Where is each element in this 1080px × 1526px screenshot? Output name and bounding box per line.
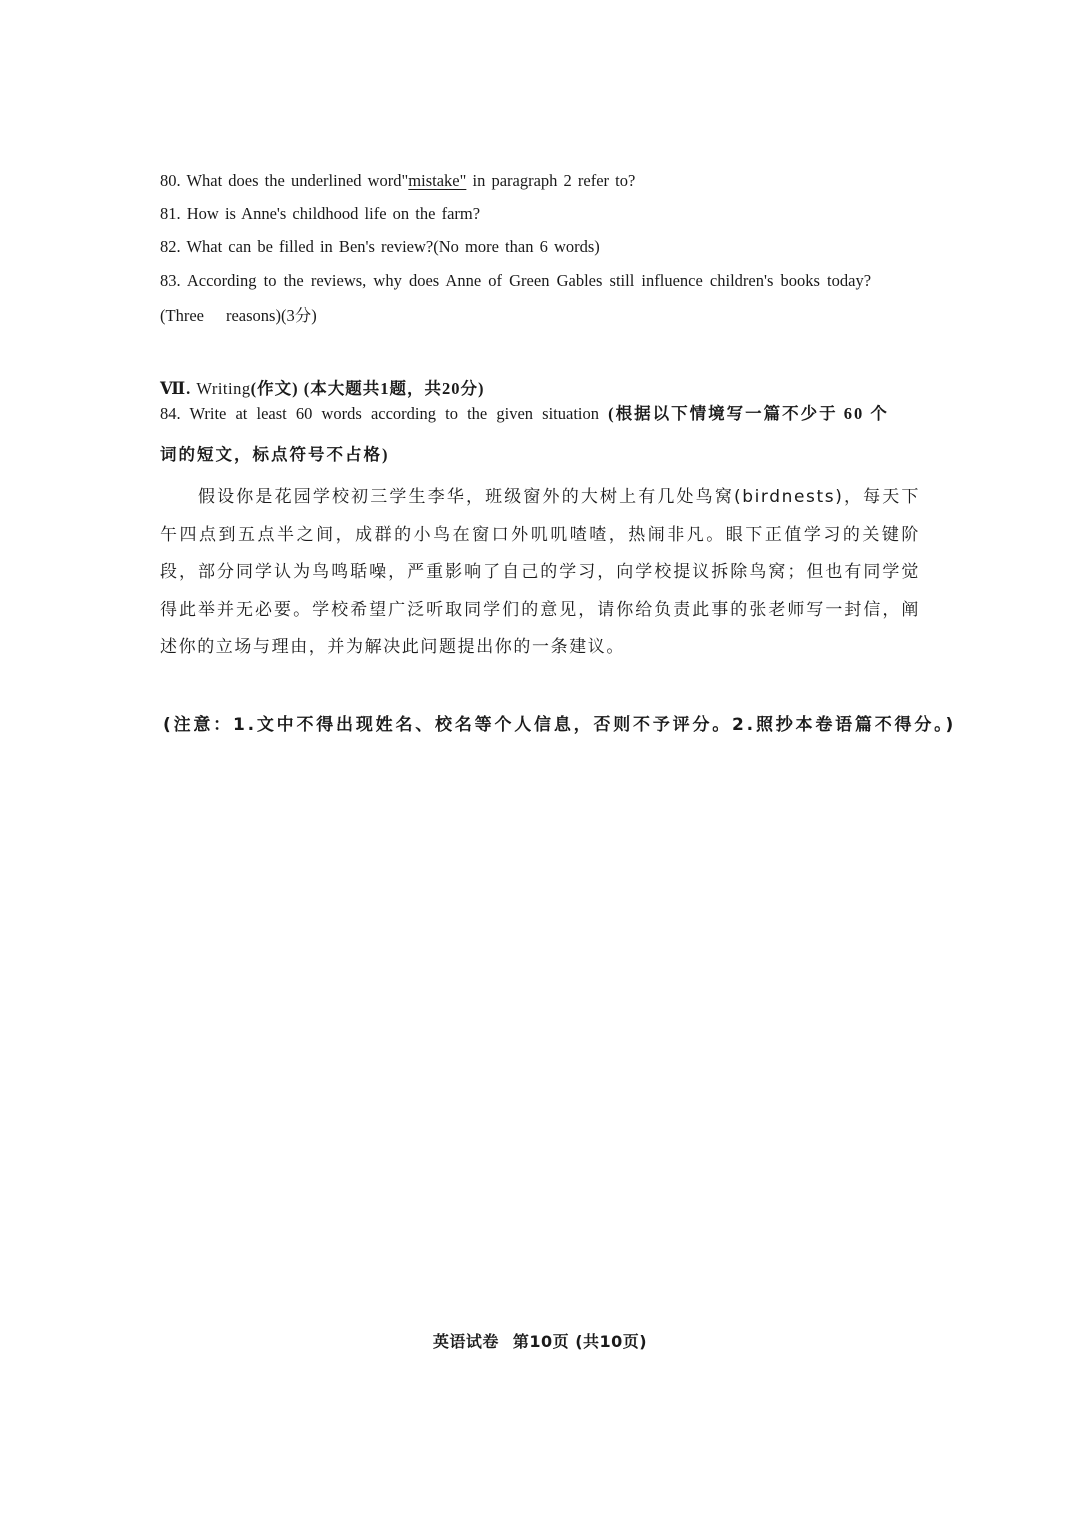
section-title-rest: (作文) (本大题共1题，共20分) (250, 379, 485, 398)
question-83-reasons: reasons)(3分) (225, 306, 317, 325)
question-80 (160, 170, 635, 192)
question-84 (160, 403, 889, 425)
section-title-en: Writing (196, 379, 251, 398)
question-81: 81. How is Anne's childhood life on the farm? (160, 204, 481, 223)
question-80-text-end: in paragraph 2 refer to? (466, 171, 636, 190)
page-footer (0, 1329, 1080, 1352)
footer-page-number: 第10页 (共10页) (512, 1332, 648, 1351)
section-heading-writing (160, 378, 484, 400)
writing-note: (注意：1.文中不得出现姓名、校名等个人信息，否则不予评分。2.照抄本卷语篇不得分。) (163, 715, 957, 735)
question-84-continuation: 词的短文，标点符号不占格) (160, 445, 390, 464)
footer-subject: 英语试卷 (432, 1332, 499, 1351)
section-number: Ⅶ. (160, 379, 197, 398)
question-83-continuation (160, 305, 317, 327)
question-84-cn: (根据以下情境写一篇不少于 60 个 (608, 404, 889, 423)
question-83-three: (Three (160, 306, 204, 325)
underlined-word-mistake: mistake" (408, 171, 467, 190)
question-80-text: 80. What does the underlined word" (160, 171, 409, 190)
writing-prompt: 假设你是花园学校初三学生李华，班级窗外的大树上有几处鸟窝(birdnests)，每天下午四点到五点半之间，成群的小鸟在窗口外叽叽喳喳，热闹非凡。眼下正值学习的关键阶段，部分同学认为鸟鸣聒噪，严重影响了自己的学习，向学校提议拆除鸟窝；但也有同学觉得此举并无必要。学校希望广泛听取同学们的意见，请你给负责此事的张老师写一封信，阐述你的立场与理由，并为解决此问题提出你的一条建议。 (160, 487, 920, 657)
question-84-en: 84. Write at least 60 words according to the given situation (160, 404, 599, 423)
question-82: 82. What can be filled in Ben's review?(No more than 6 words) (160, 237, 600, 256)
question-83: 83. According to the reviews, why does Anne of Green Gables still influence children's books today? (160, 271, 872, 290)
